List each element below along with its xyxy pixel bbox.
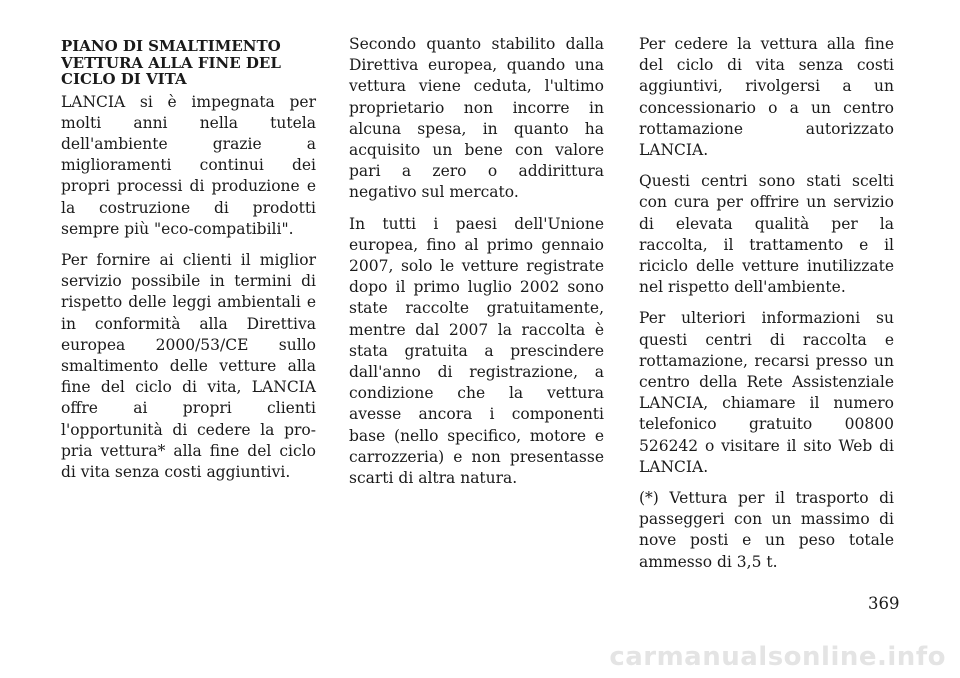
text-column-3	[639, 34, 894, 583]
paragraph: LANCIA si è impegnata per molti anni nella tutela dell'ambiente grazie a miglioramenti continui dei propri processi di produzione e la costruzione di prodotti sempre più "eco-compatibili".	[61, 92, 316, 238]
footnote: (*) Vettura per il trasporto di passeggeri con un massimo di nove posti e un peso totale ammesso di 3,5 t.	[639, 489, 894, 571]
heading-line: PIANO DI SMALTIMENTO	[61, 37, 281, 55]
paragraph: Per cedere la vettura alla fine del ciclo di vita senza costi aggiuntivi, rivolgersi a un concessionario o a un centro rottamazione autorizzato LANCIA.	[639, 35, 894, 160]
paragraph: Questi centri sono stati scelti con cura per offrire un servizio di elevata qualità per la raccolta, il trattamento e il riciclo delle vetture inutilizzate nel rispetto dell'ambiente.	[639, 172, 894, 297]
page-number: 369	[868, 594, 900, 613]
section-heading	[61, 38, 316, 88]
paragraph: Secondo quanto stabilito dalla Direttiva europea, quando una vettura viene ceduta, l'ultimo proprietario non incorre in alcuna spesa, in quanto ha acquisito un bene con valore pari a zero o addirittura negativo sul mercato.	[349, 35, 604, 202]
watermark[interactable]: carmanualsonline.info	[609, 642, 946, 672]
text-column-1	[61, 34, 316, 493]
paragraph: In tutti i paesi dell'Unione europea, fino al primo gennaio 2007, solo le vetture registrate dopo il primo luglio 2002 sono state raccolte gratuitamente, mentre dal 2007 la raccolta è stata gratuita a prescindere dall'anno di registrazione, a condizione che la vettura avesse ancora i componenti base (nello specifico, motore e carrozzeria) e non presentasse scarti di altra natura.	[349, 214, 604, 488]
heading-line: VETTURA ALLA FINE DEL	[61, 53, 281, 72]
paragraph: Per fornire ai clienti il miglior servizio possibile in termini di rispetto delle leggi ambientali e in conformità alla Direttiva europea 2000/53/CE sullo smaltimento delle vetture alla fine del ciclo di vita, LANCIA offre ai propri clienti l'opportunità di cedere la propria vettura* alla fine del ciclo di vita senza costi aggiuntivi.	[61, 250, 316, 481]
heading-line: CICLO DI VITA	[61, 70, 187, 88]
text-column-2	[349, 34, 604, 499]
paragraph: Per ulteriori informazioni su questi centri di raccolta e rottamazione, recarsi presso un centro della Rete Assistenziale LANCIA, chiamare il numero telefonico gratuito 00800 526242 o visitare il sito Web di LANCIA.	[639, 309, 894, 476]
